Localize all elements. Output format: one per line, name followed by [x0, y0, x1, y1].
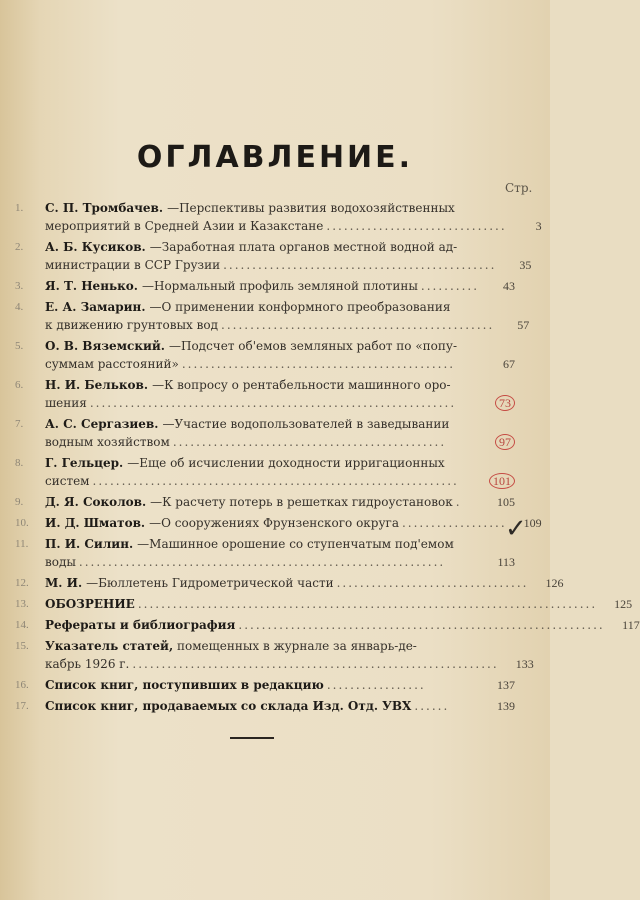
toc-entry: 11. П. И. Силин. —Машинное орошение со ступенчатым под'емом воды ............................................................... 113: [15, 537, 515, 569]
entry-page: 125: [614, 597, 633, 611]
entry-number: 10.: [15, 517, 29, 529]
table-of-contents: [15, 199, 640, 718]
toc-entry: 6. Н. И. Бельков. —К вопросу о рентабельности машинного оро- шения ............................................................... 73: [15, 376, 515, 412]
entry-title: —Бюллетень Гидрометрической части: [86, 576, 334, 590]
toc-entry: 14. Рефераты и библиография ............................................................... 117: [15, 618, 640, 632]
entry-page: 57: [517, 318, 530, 332]
entry-title-cont: воды: [45, 555, 76, 569]
entry-page: 105: [497, 495, 515, 509]
entry-title-cont: к движению грунтовых вод: [45, 318, 219, 332]
toc-entry: 2. А. Б. Кусиков. —Заработная плата органов местной водной ад- министрации в ССР Грузии ............................................... 35: [15, 240, 532, 272]
closing-rule: [230, 737, 274, 739]
entry-page: 139: [497, 699, 515, 713]
entry-number: 8.: [15, 457, 24, 469]
entry-page: 137: [497, 678, 515, 692]
toc-entry: 5. О. В. Вяземский. —Подсчет об'емов земляных работ по «попу- суммам расстояний» ............................................... 67: [15, 339, 515, 371]
entry-number: 2.: [15, 241, 24, 253]
entry-title: —Еще об исчислении доходности ирригационных: [127, 456, 445, 470]
entry-page: 35: [519, 258, 532, 272]
entry-number: 13.: [15, 598, 29, 610]
entry-author: А. С. Сергазиев.: [45, 417, 159, 431]
entry-number: 16.: [15, 679, 29, 691]
entry-page: 113: [497, 555, 515, 569]
entry-author: Я. Т. Ненько.: [45, 279, 138, 293]
entry-number: 5.: [15, 340, 24, 352]
toc-entry: 15. Указатель статей, помещенных в журнале за январь-де- кабрь 1926 г. ............................................................... 133: [15, 639, 534, 671]
toc-entry: 10. И. Д. Шматов. —О сооружениях Фрунзенского округа .................. 109: [15, 516, 542, 530]
entry-number: 1.: [15, 202, 24, 214]
entry-author: Д. Я. Соколов.: [45, 495, 147, 509]
page-column-label: Стр.: [505, 181, 533, 195]
toc-entry: 4. Е. А. Замарин. —О применении конформного преобразования к движению грунтовых вод ............................................... 57: [15, 300, 530, 332]
entry-author: А. Б. Кусиков.: [45, 240, 146, 254]
entry-author: Е. А. Замарин.: [45, 300, 146, 314]
entry-title: —О сооружениях Фрунзенского округа: [149, 516, 399, 530]
entry-author: П. И. Силин.: [45, 537, 134, 551]
entry-title-cont: кабрь 1926 г.: [45, 657, 130, 671]
page-title: ОГЛАВЛЕНИЕ.: [136, 140, 414, 175]
entry-author: С. П. Тромбачев.: [45, 201, 164, 215]
circled-page-number: 101: [489, 473, 515, 489]
entry-title: —Участие водопользователей в заведывании: [162, 417, 450, 431]
entry-title-cont: систем: [45, 474, 90, 488]
entry-title: —Машинное орошение со ступенчатым под'емом: [137, 537, 454, 551]
entry-number: 7.: [15, 418, 24, 430]
entry-page: 3: [535, 219, 542, 233]
entry-page: 126: [545, 576, 564, 590]
section-heading: Рефераты и библиография: [45, 618, 236, 632]
circled-page-number: 73: [495, 395, 515, 411]
entry-number: 3.: [15, 280, 24, 292]
entry-number: 14.: [15, 619, 29, 631]
toc-entry: 8. Г. Гельцер. —Еще об исчислении доходности ирригационных систем ............................................................... 101: [15, 454, 515, 490]
entry-author: О. В. Вяземский.: [45, 339, 165, 353]
toc-entry: 1. С. П. Тромбачев. —Перспективы развития водохозяйственных мероприятий в Средней Азии и Казакстане ............................... 3: [15, 201, 542, 233]
entry-page: 133: [515, 657, 534, 671]
toc-entry: 3. Я. Т. Ненько. —Нормальный профиль земляной плотины .......... 43: [15, 279, 515, 293]
entry-page: 67: [503, 357, 515, 371]
entry-page: 117: [622, 618, 640, 632]
toc-entry: 16. Список книг, поступивших в редакцию ................. 137: [15, 678, 515, 692]
entry-title: —Заработная плата органов местной водной ад-: [149, 240, 458, 254]
entry-number: 15.: [15, 640, 29, 652]
entry-title: —К расчету потерь в решетках гидроустановок: [150, 495, 453, 509]
entry-author: Н. И. Бельков.: [45, 378, 149, 392]
toc-entry: 17. Список книг, продаваемых со склада Изд. Отд. УВХ ...... 139: [15, 699, 515, 713]
entry-author: Г. Гельцер.: [45, 456, 124, 470]
entry-title-cont: суммам расстояний»: [45, 357, 179, 371]
entry-number: 9.: [15, 496, 24, 508]
section-heading: Список книг, продаваемых со склада Изд. Отд. УВХ: [45, 699, 412, 713]
section-heading: ОБОЗРЕНИЕ: [45, 597, 135, 611]
entry-number: 4.: [15, 301, 24, 313]
toc-entry: 9. Д. Я. Соколов. —К расчету потерь в решетках гидроустановок . 105: [15, 495, 515, 509]
entry-author: И. Д. Шматов.: [45, 516, 146, 530]
entry-number: 17.: [15, 700, 29, 712]
toc-entry: 7. А. С. Сергазиев. —Участие водопользователей в заведывании водным хозяйством ............................................... 97: [15, 415, 515, 451]
entry-title-cont: мероприятий в Средней Азии и Казакстане: [45, 219, 324, 233]
entry-title: помещенных в журнале за январь-де-: [176, 639, 417, 653]
entry-page: 43: [503, 279, 515, 293]
entry-title-cont: министрации в ССР Грузии: [45, 258, 221, 272]
toc-entry: 13. ОБОЗРЕНИЕ ............................................................................... 125: [15, 597, 633, 611]
entry-title: —Подсчет об'емов земляных работ по «попу-: [168, 339, 458, 353]
handwritten-check-icon: ✓: [505, 514, 527, 544]
entry-title-cont: шения: [45, 396, 87, 410]
entry-number: 6.: [15, 379, 24, 391]
entry-title-cont: водным хозяйством: [45, 435, 170, 449]
entry-title: —О применении конформного преобразования: [149, 300, 451, 314]
section-heading: Указатель статей,: [45, 639, 174, 653]
entry-page: 109: [523, 516, 542, 530]
entry-number: 12.: [15, 577, 29, 589]
section-heading: Список книг, поступивших в редакцию: [45, 678, 324, 692]
entry-author: М. И.: [45, 576, 83, 590]
toc-entry: 12. М. И. —Бюллетень Гидрометрической части ................................. 126: [15, 576, 564, 590]
entry-title: —Перспективы развития водохозяйственных: [167, 201, 455, 215]
entry-title: —К вопросу о рентабельности машинного оро-: [152, 378, 451, 392]
circled-page-number: 97: [495, 434, 515, 450]
entry-number: 11.: [15, 538, 29, 550]
entry-title: —Нормальный профиль земляной плотины: [141, 279, 418, 293]
